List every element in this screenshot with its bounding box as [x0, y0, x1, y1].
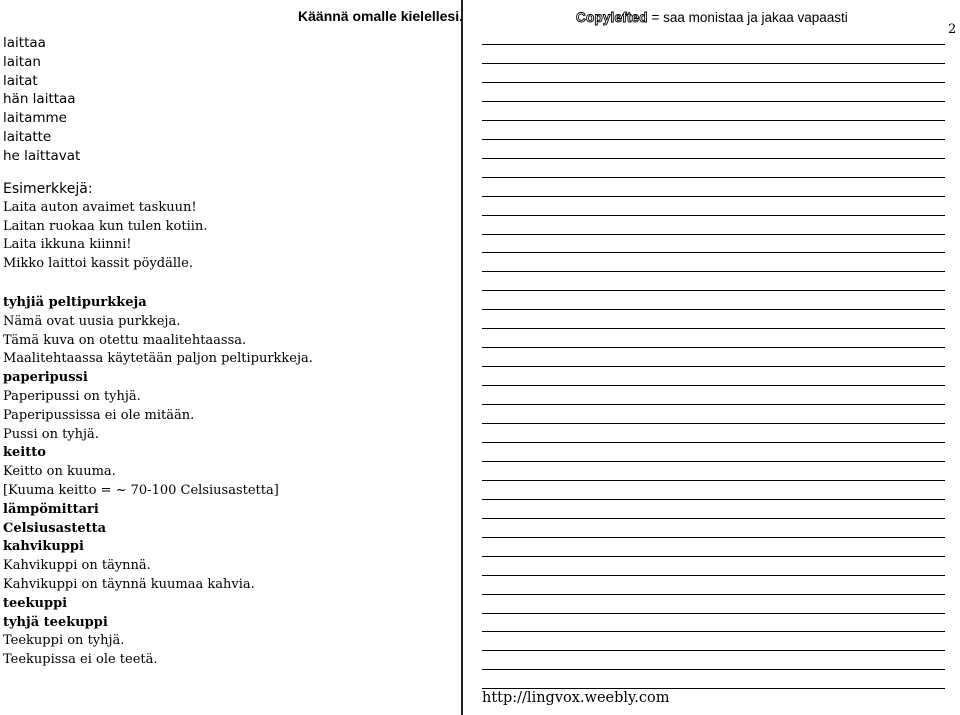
writing-line [482, 309, 945, 310]
conjugation-item: laitan [3, 53, 41, 70]
writing-line [482, 518, 945, 519]
vocab-sentence: Kahvikuppi on täynnä. [3, 558, 151, 574]
writing-line [482, 461, 945, 462]
column-divider [461, 0, 463, 715]
footer-url: http://lingvox.weebly.com [482, 690, 670, 706]
writing-line [482, 688, 945, 689]
vocab-sentence: Maalitehtaassa käytetään paljon peltipurkkeja. [3, 351, 313, 367]
example-sentence: Laita ikkuna kiinni! [3, 237, 132, 253]
vocab-term: teekuppi [3, 595, 68, 611]
copyleft-text: = saa monistaa ja jakaa vapaasti [651, 10, 848, 25]
writing-line [482, 158, 945, 159]
vocab-sentence: Paperipussissa ei ole mitään. [3, 407, 195, 423]
instruction-heading: Käännä omalle kielellesi. [298, 8, 463, 24]
vocab-sentence: Kahvikuppi on täynnä kuumaa kahvia. [3, 576, 255, 592]
vocab-term: tyhjiä peltipurkkeja [3, 295, 147, 310]
vocab-term: lämpömittari [3, 501, 99, 517]
writing-line [482, 650, 945, 651]
writing-line [482, 234, 945, 235]
copyleft-notice [576, 10, 848, 25]
example-sentence: Mikko laittoi kassit pöydälle. [3, 256, 194, 272]
writing-line [482, 252, 945, 253]
conjugation-item: laitatte [3, 128, 52, 145]
conjugation-item: laitat [3, 72, 38, 89]
writing-line [482, 385, 945, 386]
writing-line [482, 575, 945, 576]
writing-line [482, 290, 945, 291]
example-sentence: Laita auton avaimet taskuun! [3, 199, 197, 215]
writing-line [482, 215, 945, 216]
writing-line [482, 101, 945, 102]
conjugation-list [3, 34, 80, 166]
writing-line [482, 423, 945, 424]
writing-line [482, 328, 945, 329]
writing-line [482, 594, 945, 595]
example-sentence: Laitan ruokaa kun tulen kotiin. [3, 218, 208, 234]
vocab-sentence: Keitto on kuuma. [3, 464, 116, 480]
examples-heading: Esimerkkejä: [3, 181, 93, 197]
writing-line [482, 556, 945, 557]
writing-line [482, 366, 945, 367]
writing-line [482, 82, 945, 83]
writing-line [482, 347, 945, 348]
writing-line [482, 669, 945, 670]
writing-line [482, 63, 945, 64]
writing-line [482, 442, 945, 443]
conjugation-item: laittaa [3, 35, 46, 51]
conjugation-item: hän laittaa [3, 91, 76, 108]
writing-line [482, 404, 945, 405]
vocab-term: keitto [3, 445, 46, 461]
vocab-sentence: Nämä ovat uusia purkkeja. [3, 313, 181, 329]
writing-line [482, 44, 945, 45]
copylefted-label: Copylefted [576, 10, 648, 25]
conjugation-item: laitamme [3, 110, 67, 127]
conjugation-item: he laittavat [3, 147, 81, 164]
page-number: 2 [948, 22, 957, 37]
vocab-sentence: Pussi on tyhjä. [3, 426, 99, 442]
vocab-term: paperipussi [3, 370, 88, 386]
vocabulary-section [3, 294, 313, 670]
writing-line [482, 271, 945, 272]
vocab-sentence: Teekuppi on tyhjä. [3, 633, 125, 649]
writing-line [482, 613, 945, 614]
examples-section [3, 180, 207, 274]
vocab-sentence: Teekupissa ei ole teetä. [3, 652, 158, 668]
vocab-sentence: Tämä kuva on otettu maalitehtaassa. [3, 332, 247, 348]
writing-line [482, 177, 945, 178]
writing-line [482, 480, 945, 481]
vocab-term: Celsiusastetta [3, 520, 107, 536]
vocab-term: tyhjä teekuppi [3, 614, 108, 630]
vocab-term: kahvikuppi [3, 539, 84, 555]
writing-line [482, 120, 945, 121]
writing-line [482, 139, 945, 140]
vocab-sentence: Paperipussi on tyhjä. [3, 388, 141, 404]
writing-line [482, 196, 945, 197]
vocab-sentence: [Kuuma keitto = ~ 70-100 Celsiusastetta] [3, 482, 279, 498]
writing-line [482, 499, 945, 500]
writing-line [482, 631, 945, 632]
writing-line [482, 537, 945, 538]
